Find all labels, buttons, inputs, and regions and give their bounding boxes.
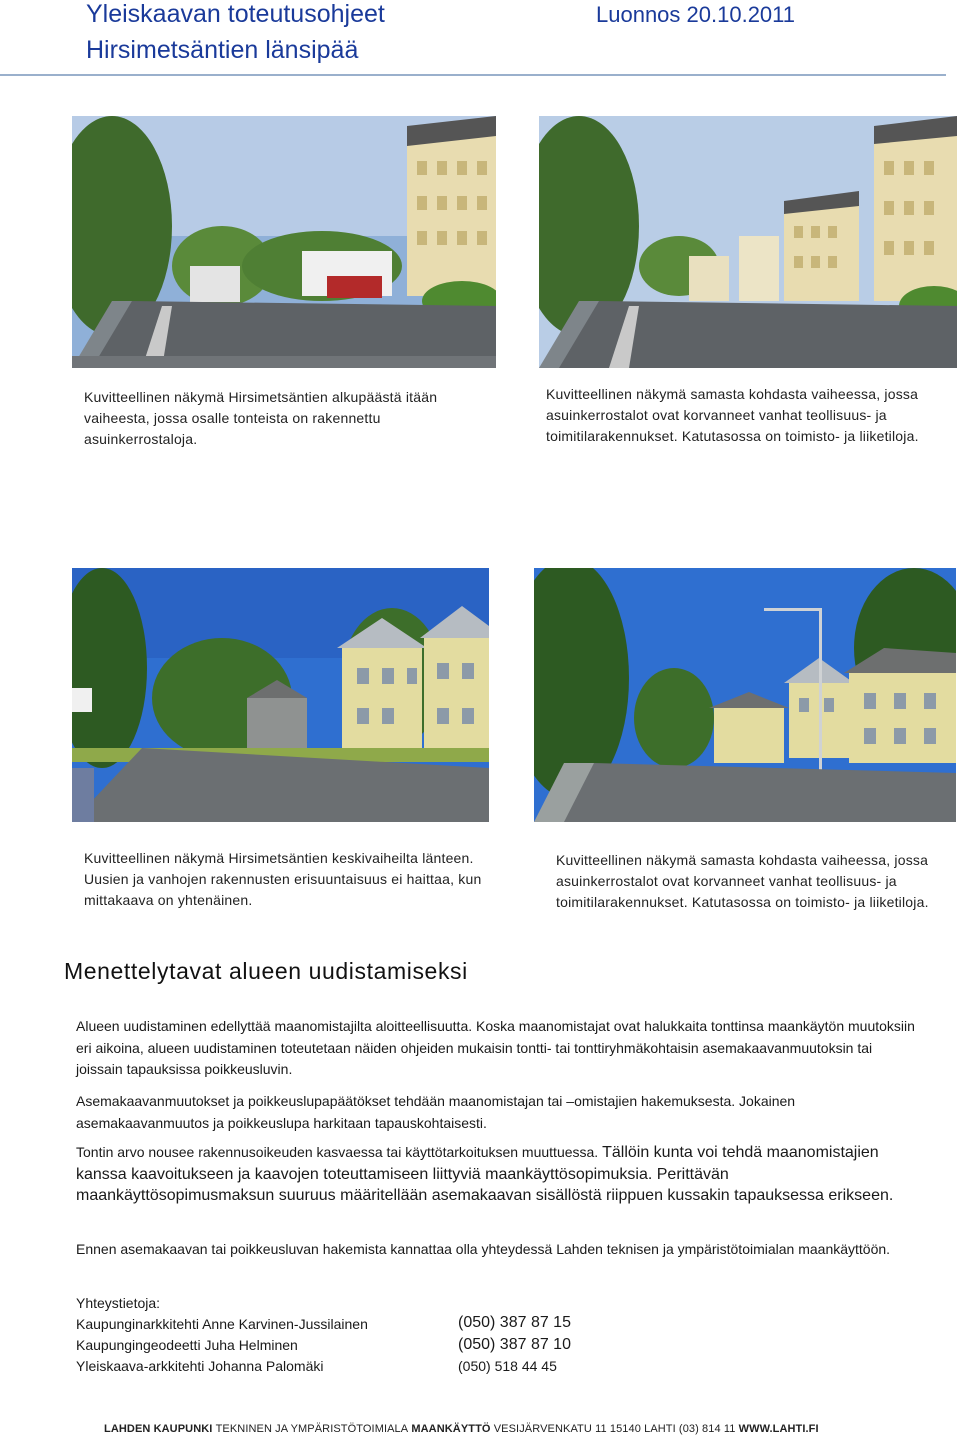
contact-phone: (050) 518 44 45 — [458, 1358, 557, 1374]
image-caption-2: Kuvitteellinen näkymä samasta kohdasta vaiheessa, jossa asuinkerrostalot ovat korvanneet vanhat teollisuus- ja toimitilarakennukset. Katutasossa on toimisto- ja liiketiloja. — [546, 386, 919, 444]
contact-name: Yleiskaava-arkkitehti Johanna Palomäki — [76, 1358, 324, 1374]
street-view-image-2 — [539, 116, 957, 368]
section-heading: Menettelytavat alueen uudistamiseksi — [64, 958, 468, 984]
street-view-image-3 — [72, 568, 489, 822]
contacts-heading: Yhteystietoja: — [76, 1295, 161, 1311]
footer-org: LAHDEN KAUPUNKI — [104, 1423, 213, 1435]
paragraph-3-body: Tällöin kunta voi tehdä maanomistajien kanssa kaavoitukseen ja kaavojen toteuttamiseen liittyviä maankäyttösopimuksia. Perittävän maankäyttösopimusmaksun suuruus määritellään asemakaavan sisällöstä riippuen kussakin tapauksessa erikseen. — [76, 1144, 894, 1204]
contact-phone: (050) 387 87 15 — [458, 1314, 571, 1331]
street-view-image-4 — [534, 568, 956, 822]
page-footer — [104, 1423, 819, 1435]
footer-dept: TEKNINEN JA YMPÄRISTÖTOIMIALA — [215, 1423, 409, 1435]
street-view-image-1 — [72, 116, 496, 368]
image-caption-4: Kuvitteellinen näkymä samasta kohdasta vaiheessa, jossa asuinkerrostalot ovat korvanneet vanhat teollisuus- ja toimitilarakennukset. Katutasossa on toimisto- ja liiketiloja. — [556, 852, 929, 910]
paragraph-4: Ennen asemakaavan tai poikkeusluvan hakemista kannattaa olla yhteydessä Lahden teknisen ja ympäristötoimialan maankäyttöön. — [76, 1241, 891, 1257]
draft-date: Luonnos 20.10.2011 — [596, 2, 795, 27]
footer-address: VESIJÄRVENKATU 11 15140 LAHTI (03) 814 11 — [493, 1423, 736, 1435]
document-subtitle: Hirsimetsäntien länsipää — [86, 36, 359, 64]
footer-web[interactable]: WWW.LAHTI.FI — [738, 1423, 819, 1435]
image-caption-1: Kuvitteellinen näkymä Hirsimetsäntien alkupäästä itään vaiheesta, jossa osalle tonteista on rakennettu asuinkerrostaloja. — [84, 389, 438, 447]
paragraph-3 — [76, 1142, 916, 1207]
paragraph-2: Asemakaavanmuutokset ja poikkeuslupapäätökset tehdään maanomistajan tai –omistajien hakemuksesta. Jokainen asemakaavanmuutos ja poikkeuslupa harkitaan tapauskohtaisesti. — [76, 1093, 796, 1131]
contact-phone: (050) 387 87 10 — [458, 1336, 571, 1353]
paragraph-3-lead: Tontin arvo nousee rakennusoikeuden kasvaessa tai käyttötarkoituksen muuttuessa. — [76, 1144, 599, 1160]
document-title: Yleiskaavan toteutusohjeet — [86, 0, 385, 28]
contact-name: Kaupungingeodeetti Juha Helminen — [76, 1337, 298, 1353]
paragraph-1: Alueen uudistaminen edellyttää maanomistajilta aloitteellisuutta. Koska maanomistajat ovat halukkaita tonttinsa maankäytön muutoksiin eri aikoina, alueen uudistaminen toteutetaan näiden ohjeiden mukaisin tontti- tai tonttiryhmäkohtaisin asemakaavanmuutoksin tai joissain tapauksissa poikkeusluvin. — [76, 1018, 915, 1077]
footer-unit: MAANKÄYTTÖ — [411, 1423, 491, 1435]
image-caption-3: Kuvitteellinen näkymä Hirsimetsäntien keskivaiheilta länteen. Uusien ja vanhojen rakennusten erisuuntaisuus ei haittaa, kun mittakaava on yhtenäinen. — [84, 850, 482, 908]
contact-name: Kaupunginarkkitehti Anne Karvinen-Jussilainen — [76, 1316, 368, 1332]
header-divider — [0, 74, 946, 76]
